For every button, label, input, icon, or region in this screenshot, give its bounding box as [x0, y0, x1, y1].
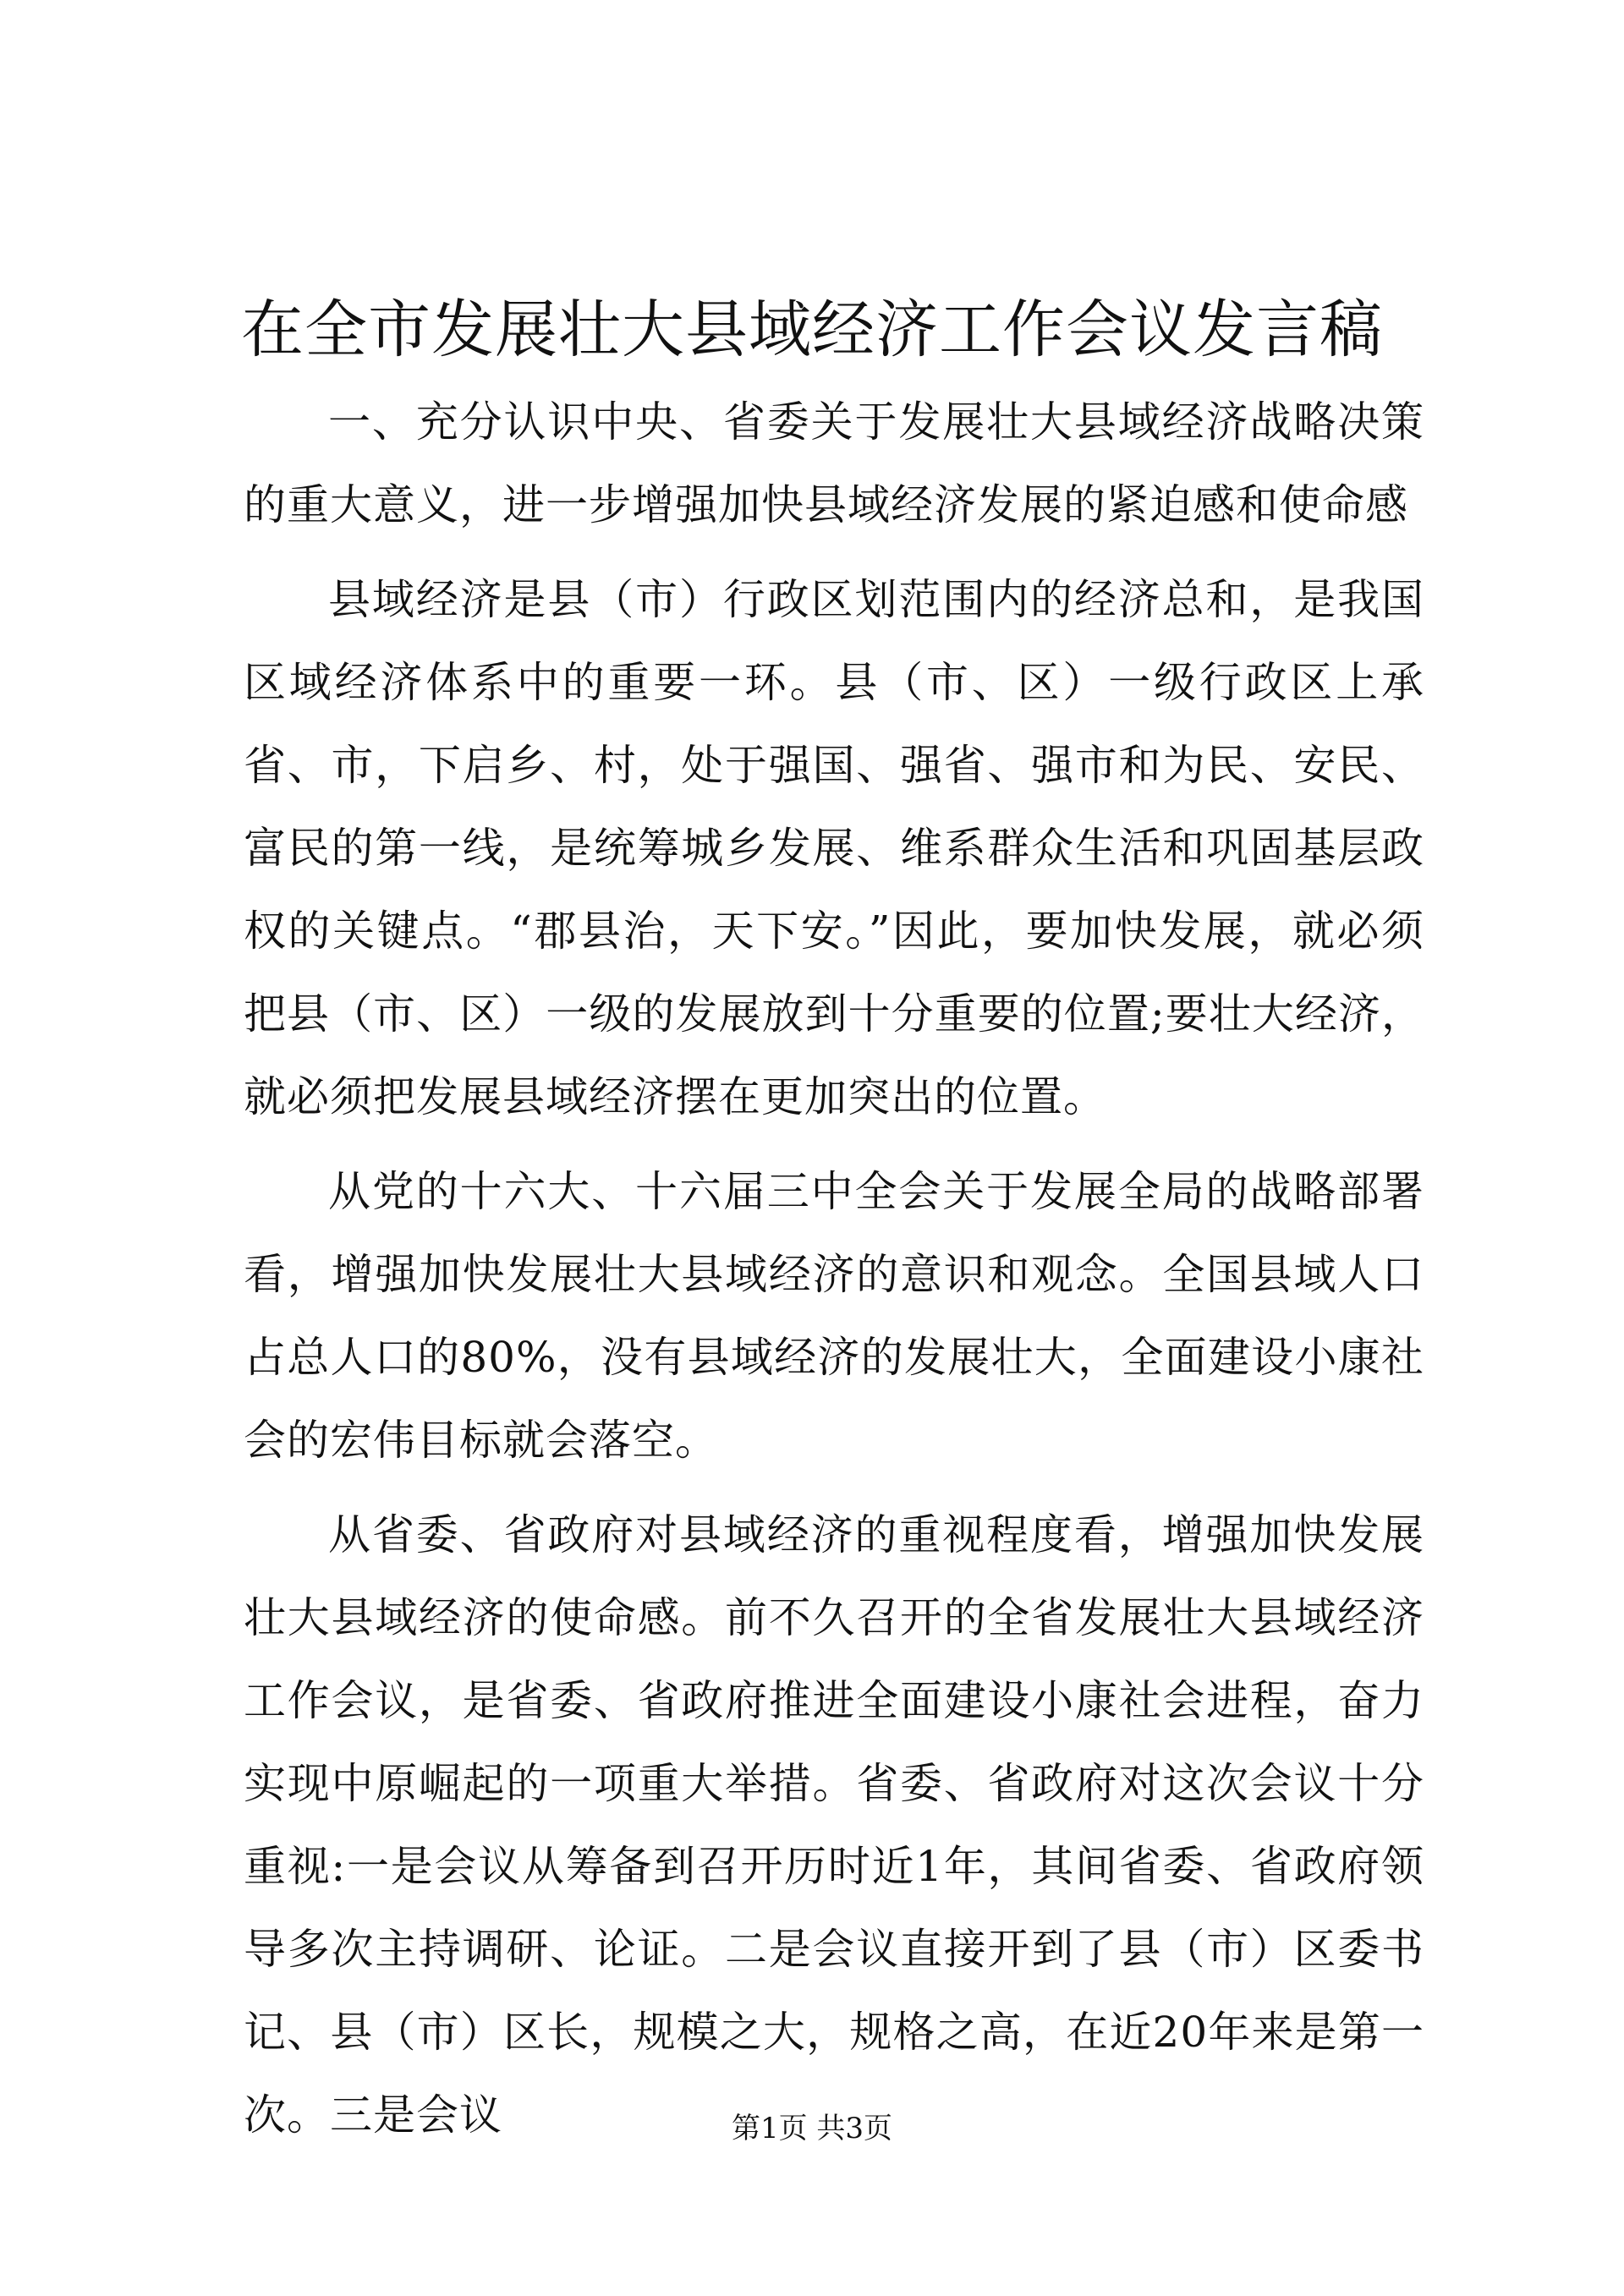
page-number-footer: 第1页 共3页 [731, 2112, 893, 2145]
document-title: 在全市发展壮大县域经济工作会议发言稿 [241, 293, 1383, 366]
paragraph: 从省委、省政府对县域经济的重视程度看，增强加快发展壮大县域经济的使命感。前不久召开的全省发展壮大县域经济工作会议，是省委、省政府推进全面建设小康社会进程，奋力实现中原崛起的一项重大举措。省委、省政府对这次会议十分重视:一是会议从筹备到召开历时近1年，其间省委、省政府领导多次主持调研、论证。二是会议直接开到了县（市）区委书记、县（市）区长，规模之大，规格之高，在近20年来是第一次。三是会议 [244, 1510, 1424, 2140]
paragraph-section-heading: 一、充分认识中央、省委关于发展壮大县域经济战略决策的重大意义，进一步增强加快县域经济发展的紧迫感和使命感 [244, 397, 1424, 529]
paragraph: 从党的十六大、十六届三中全会关于发展全局的战略部署看，增强加快发展壮大县域经济的意识和观念。全国县域人口占总人口的80%，没有县域经济的发展壮大，全面建设小康社会的宏伟目标就会落空。 [244, 1167, 1424, 1465]
paragraph: 县域经济是县（市）行政区划范围内的经济总和，是我国区域经济体系中的重要一环。县（市、区）一级行政区上承省、市，下启乡、村，处于强国、强省、强市和为民、安民、富民的第一线，是统筹城乡发展、维系群众生活和巩固基层政权的关键点。“郡县治，天下安。”因此，要加快发展，就必须把县（市、区）一级的发展放到十分重要的位置;要壮大经济，就必须把发展县域经济摆在更加突出的位置。 [244, 575, 1424, 1121]
document-body [244, 381, 1424, 2156]
